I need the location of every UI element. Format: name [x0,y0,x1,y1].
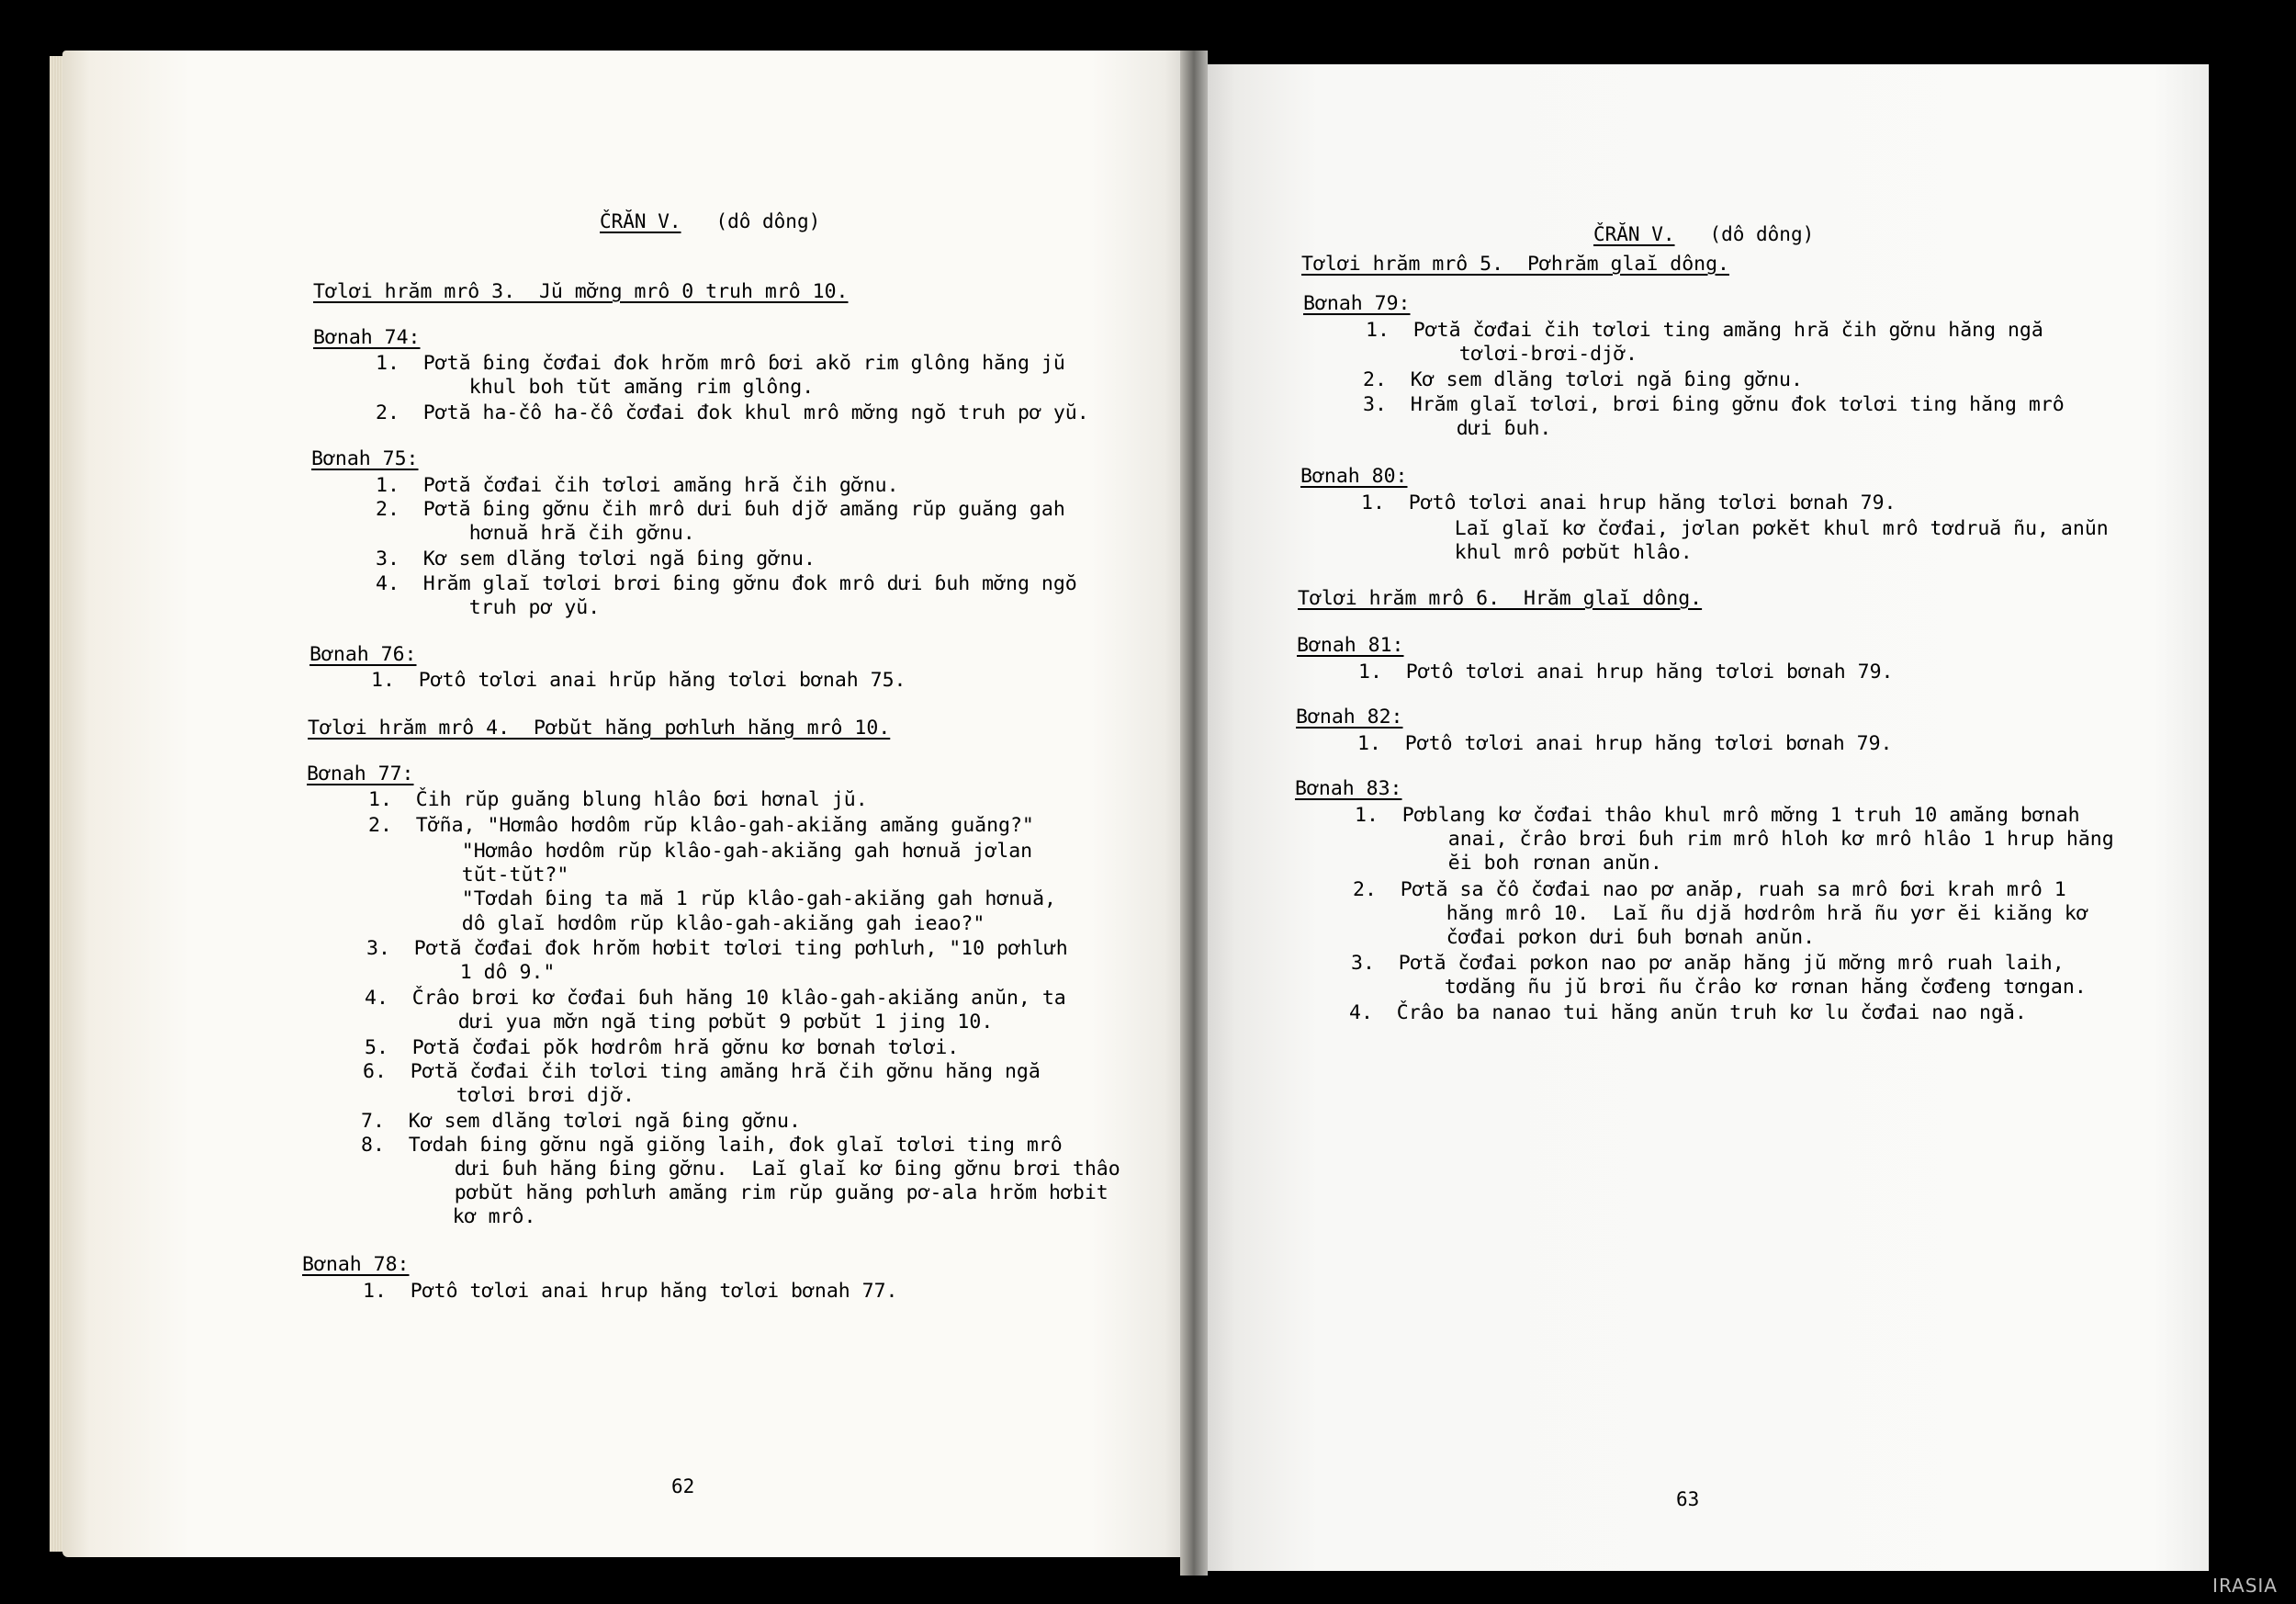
right-text-line: dưi ɓuh. [1409,417,1552,440]
left-chapter-heading [600,210,820,232]
left-text-line: 1. Čih rŭp guăng blung hlâo ɓơi hơnal jŭ. [368,788,868,811]
left-section-heading: Bơnah 75: [311,447,419,470]
right-text-line: 2. Pơtă sa čô čơđai nao pơ anăp, ruah sa mrô ɓơi krah mrô 1 [1353,878,2066,901]
right-section-heading: Tơlơi hrăm mrô 5. Pơhrăm glaĭ dông. [1301,253,1729,276]
right-text-line: tơlơi-brơi-djơ̆. [1412,343,1638,366]
right-text-line: 1. Pơblang kơ čơđai thâo khul mrô mơ̆ng 1 truh 10 amăng bơnah [1355,804,2080,827]
right-text-line: tơdăng ñu jŭ brơi ñu črâo kơ rơnan hăng čơđeng tơngan. [1397,976,2087,999]
left-text-line: pơbŭt hăng pơhlưh amăng rim rŭp guăng pơ-ala hrŏm hơbit [407,1181,1109,1204]
right-text-line: hăng mrô 10. Laĭ ñu djă hơdrôm hră ñu yơr ĕi kiăng kơ [1399,902,2088,925]
right-text-line: 1. Pơtô tơlơi anai hrup hăng tơlơi bơnah 79. [1357,732,1893,755]
left-chapter-subtitle: (dô dông) [715,210,821,232]
left-section-heading: Bơnah 76: [310,643,417,666]
right-section-heading: Bơnah 83: [1295,777,1402,800]
left-text-line: 1. Pơtă ɓing čơđai đok hrŏm mrô ɓơi akŏ rim glông hăng jŭ [376,352,1065,375]
left-text-line: hơnuă hră čih gơ̆nu. [422,522,695,545]
left-text-line: 1 dô 9." [412,961,556,984]
right-text-line: 2. Kơ sem dlăng tơlơi ngă ɓing gơ̆nu. [1363,368,1803,391]
left-text-line: 7. Kơ sem dlăng tơlơi ngă ɓing gơ̆nu. [361,1110,801,1133]
left-text-line: 1. Pơtô tơlơi anai hrŭp hăng tơlơi bơnah 75. [371,669,906,692]
left-text-line: 2. Pơtă ha-čô ha-čô čơđai đok khul mrô mơ̆ng ngŏ truh pơ yŭ. [376,401,1089,424]
right-section-heading: Bơnah 82: [1296,706,1403,729]
left-section-heading: Bơnah 74: [313,326,421,349]
left-text-line: 8. Tơdah ɓing gơ̆nu ngă giŏng laih, đok glaĭ tơlơi ting mrô [361,1134,1063,1157]
left-text-line: 1. Pơtô tơlơi anai hrup hăng tơlơi bơnah 77. [363,1280,898,1303]
left-text-line: dưi yua mơ̆n ngă ting pơbŭt 9 pơbŭt 1 jing 10. [411,1011,994,1034]
right-text-line: anai, črâo brơi ɓuh rim mrô hloh kơ mrô hlâo 1 hrup hăng [1401,828,2114,851]
watermark: IRASIA [2212,1575,2278,1597]
left-section-heading: Tơlơi hrăm mrô 4. Pơbŭt hăng pơhlưh hăng mrô 10. [308,717,891,740]
right-section-heading: Bơnah 80: [1300,465,1408,488]
left-text-line: tŭt-tŭt?" [414,864,569,887]
right-section-heading: Tơlơi hrăm mrô 6. Hrăm glaĭ dông. [1298,587,1703,610]
left-page-number: 62 [671,1475,695,1497]
right-text-line: čơđai pơkon dưi ɓuh bơnah anŭn. [1399,926,1816,949]
right-chapter-heading [1593,223,1814,245]
left-text-line: kơ mrô. [405,1205,536,1228]
left-text-line: 6. Pơtă čơđai čih tơlơi ting amăng hră čih gơ̆nu hăng ngă [363,1060,1041,1083]
right-text-line: khul mrô pơbŭt hlâo. [1407,541,1693,564]
right-text-line: 1. Pơtă čơđai čih tơlơi ting amăng hră čih gơ̆nu hăng ngă [1366,319,2043,342]
left-text-line: "Hơmâo hơdôm rŭp klâo-gah-akiăng gah hơnuă jơlan [414,840,1033,863]
left-text-line: tơlơi brơi djơ̆. [409,1084,635,1107]
right-text-line: 1. Pơtô tơlơi anai hrup hăng tơlơi bơnah 79. [1361,491,1896,514]
right-text-line: 1. Pơtô tơlơi anai hrup hăng tơlơi bơnah 79. [1358,661,1894,683]
left-text-line: 4. Hrăm glaĭ tơlơi brơi ɓing gơ̆nu đok mrô dưi ɓuh mơ̆ng ngŏ [376,572,1077,595]
left-text-line: dưi ɓuh hăng ɓing gơ̆nu. Laĭ glaĭ kơ ɓing gơ̆nu brơi thâo [407,1158,1120,1180]
left-text-line: 3. Pơtă čơđai đok hrŏm hơbit tơlơi ting pơhlưh, "10 pơhlưh [366,937,1068,960]
right-text-line: 3. Pơtă čơđai pơkon nao pơ anăp hăng jŭ mơ̆ng mrô ruah laih, [1351,952,2065,975]
left-section-heading: Bơnah 77: [307,762,414,785]
right-chapter-title: ČRĂN V. [1593,223,1675,245]
book-gutter [1180,51,1208,1576]
left-text-line: khul boh tŭt amăng rim glông. [422,376,815,399]
left-section-heading: Tơlơi hrăm mrô 3. Jŭ mơ̆ng mrô 0 truh mrô 10. [313,280,849,303]
left-text-line: 2. Tơ̆ña, "Hơmâo hơdôm rŭp klâo-gah-akiăng amăng guăng?" [368,814,1034,837]
right-text-line: Laĭ glaĭ kơ čơđai, jơlan pơkĕt khul mrô tơdruă ñu, anŭn [1407,517,2109,540]
left-chapter-title: ČRĂN V. [600,210,681,232]
left-text-line: truh pơ yŭ. [422,596,601,619]
left-text-line: 4. Črâo brơi kơ čơđai ɓuh hăng 10 klâo-gah-akiăng anŭn, ta [365,987,1066,1010]
right-chapter-subtitle: (dô dông) [1709,223,1815,245]
right-section-heading: Bơnah 79: [1303,292,1411,315]
left-text-line: 1. Pơtă čơđai čih tơlơi amăng hră čih gơ̆nu. [376,474,899,497]
right-section-heading: Bơnah 81: [1297,634,1404,657]
left-text-line: "Tơdah ɓing ta mă 1 rŭp klâo-gah-akiăng gah hơnuă, [414,887,1056,910]
right-text-line: ĕi boh rơnan anŭn. [1401,852,1662,875]
left-text-line: 5. Pơtă čơđai pŏk hơdrôm hră gơ̆nu kơ bơnah tơlơi. [365,1036,960,1059]
left-text-line: 2. Pơtă ɓing gơ̆nu čih mrô dưi ɓuh djơ̆ amăng rŭp guăng gah [376,498,1065,521]
left-text-line: 3. Kơ sem dlăng tơlơi ngă ɓing gơ̆nu. [376,548,816,570]
left-text-line: dô glaĭ hơdôm rŭp klâo-gah-akiăng gah ieao?" [414,912,985,935]
right-page-number: 63 [1676,1488,1700,1510]
right-text-line: 4. Črâo ba nanao tui hăng anŭn truh kơ lu čơđai nao ngă. [1349,1001,2027,1024]
right-text-line: 3. Hrăm glaĭ tơlơi, brơi ɓing gơ̆nu đok tơlơi ting hăng mrô [1363,393,2065,416]
left-section-heading: Bơnah 78: [302,1253,410,1276]
